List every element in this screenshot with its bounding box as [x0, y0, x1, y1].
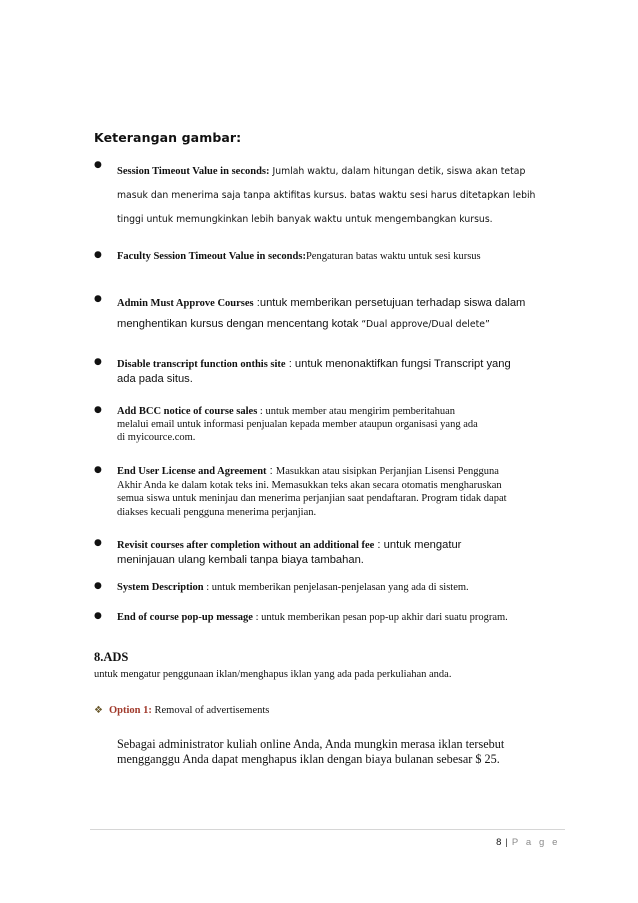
item-text: diakses kecuali pengguna menerima perjanjian.	[117, 506, 317, 518]
item-label: End User License and Agreement	[117, 466, 267, 477]
paragraph-line: Sebagai administrator kuliah online Anda, Anda mungkin merasa iklan tersebut	[117, 737, 505, 751]
bullet-icon: ●	[94, 250, 102, 260]
item-text: di myicource.com.	[117, 432, 196, 443]
item-text: : untuk memberikan pesan pop-up akhir dari suatu program.	[252, 612, 508, 623]
page-footer	[496, 837, 560, 848]
item-text: meninjauan ulang kembali tanpa biaya tambahan.	[117, 554, 364, 566]
item-label: Session Timeout Value in seconds:	[117, 166, 270, 177]
item-text: :untuk memberikan persetujuan terhadap siswa dalam	[253, 297, 526, 309]
item-text: masuk dan menerima saja tanpa aktifitas kursus. batas waktu sesi harus ditetapkan lebih	[117, 190, 536, 201]
item-label: System Description	[117, 582, 204, 593]
page-word: P a g e	[511, 837, 560, 848]
item-text: : untuk member atau mengirim pemberitahuan	[257, 406, 455, 417]
item-text: Pengaturan batas waktu untuk sesi kursus	[305, 251, 481, 262]
section-heading: Keterangan gambar:	[94, 130, 242, 145]
bullet-icon: ●	[94, 405, 102, 415]
ads-paragraph	[117, 737, 504, 767]
diamond-bullet-icon: ❖	[94, 705, 103, 716]
item-label: Revisit courses after completion without an additional fee	[117, 540, 375, 551]
option-label: Option 1:	[108, 705, 152, 716]
page-number: 8	[496, 837, 502, 848]
footer-divider	[90, 829, 565, 830]
item-quote: “Dual approve/Dual delete”	[361, 319, 490, 330]
item-text: Akhir Anda ke dalam kotak teks ini. Memasukkan teks akan secara otomatis mengharuskan	[117, 479, 502, 491]
item-label: Faculty Session Timeout Value in seconds:	[117, 251, 306, 262]
item-text: melalui email untuk informasi penjualan kepada member ataupun organisasi yang ada	[117, 419, 478, 430]
bullet-icon: ●	[94, 465, 102, 475]
item-text: : untuk menonaktifkan fungsi Transcript yang	[285, 358, 511, 370]
ads-description: untuk mengatur penggunaan iklan/menghapus iklan yang ada pada perkuliahan anda.	[94, 669, 452, 680]
bullet-icon: ●	[94, 611, 102, 621]
item-label: Add BCC notice of course sales	[117, 406, 258, 417]
ads-section-title: 8.ADS	[94, 650, 129, 664]
item-text: tinggi untuk memungkinkan lebih banyak waktu untuk mengembangkan kursus.	[117, 214, 493, 225]
item-text: semua siswa untuk meninjau dan menerima perjanjian saat pendaftaran. Program tidak dapat	[117, 493, 507, 504]
item-separator: :	[266, 465, 276, 477]
item-text: Jumlah waktu, dalam hitungan detik, siswa akan tetap	[269, 166, 526, 177]
bullet-icon: ●	[94, 160, 102, 170]
item-text: Masukkan atau sisipkan Perjanjian Lisensi Pengguna	[275, 466, 499, 477]
bullet-icon: ●	[94, 294, 102, 304]
item-label: Admin Must Approve Courses	[117, 298, 254, 309]
item-text: : untuk memberikan penjelasan-penjelasan yang ada di sistem.	[203, 582, 469, 593]
item-text: : untuk mengatur	[374, 539, 462, 551]
paragraph-line: mengganggu Anda dapat menghapus iklan dengan biaya bulanan sebesar $ 25.	[117, 752, 500, 766]
footer-separator: |	[505, 837, 508, 848]
item-text: ada pada situs.	[117, 373, 193, 385]
option-1	[94, 705, 269, 716]
item-label: Disable transcript function onthis site	[117, 359, 286, 370]
item-label: End of course pop-up message	[117, 612, 253, 623]
bullet-icon: ●	[94, 581, 102, 591]
option-text: Removal of advertisements	[151, 705, 270, 716]
bullet-icon: ●	[94, 357, 102, 367]
item-text: menghentikan kursus dengan mencentang kotak	[117, 318, 362, 330]
bullet-icon: ●	[94, 538, 102, 548]
